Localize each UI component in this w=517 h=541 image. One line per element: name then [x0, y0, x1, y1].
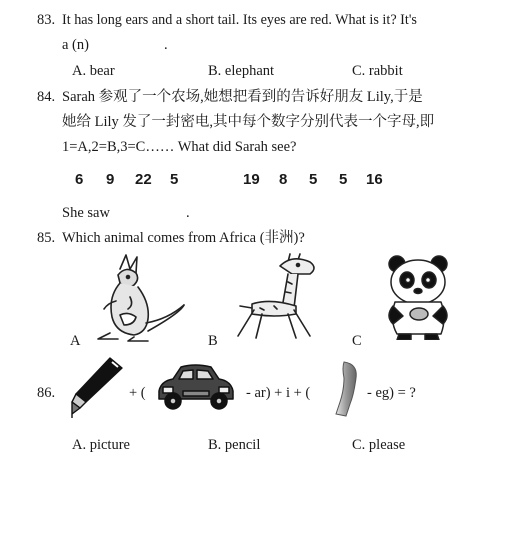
leg-illustration [330, 360, 362, 418]
q83-option-a: A. bear [72, 63, 115, 79]
q84-blank-period: . [186, 205, 190, 221]
q84-number: 84. [37, 89, 56, 105]
giraffe-illustration [230, 252, 325, 344]
q84-code-digit: 16 [366, 171, 383, 188]
q84-code-digit: 5 [170, 171, 179, 188]
car-illustration [153, 363, 238, 413]
q84-code-digit: 22 [135, 171, 152, 188]
panda-illustration [383, 254, 453, 340]
q86-option-c: C. please [352, 437, 406, 453]
q86-part2: - ar) + i + ( [246, 385, 311, 401]
q83-option-c: C. rabbit [352, 63, 403, 79]
q86-part1: + ( [129, 385, 146, 401]
q84-code-digit: 9 [106, 171, 115, 188]
q86-part3: - eg) = ? [367, 385, 416, 401]
q83-blank-period: . [164, 37, 168, 53]
q85-label-c: C [352, 333, 362, 349]
q86-number: 86. [37, 385, 56, 401]
q84-code-digit: 5 [339, 171, 348, 188]
q85-label-a: A [70, 333, 81, 349]
q85-label-b: B [208, 333, 218, 349]
q84-line3: 1=A,2=B,3=C…… What did Sarah see? [62, 139, 297, 155]
q85-text: Which animal comes from Africa (非洲)? [62, 230, 305, 246]
q84-code-digit: 8 [279, 171, 288, 188]
q83-number: 83. [37, 12, 56, 28]
q86-option-a: A. picture [72, 437, 130, 453]
pen-illustration [64, 356, 124, 418]
q84-code-digit: 5 [309, 171, 318, 188]
q83-line1: It has long ears and a short tail. Its eyes are red. What is it? It's [62, 12, 417, 28]
q84-line2: 她给 Lily 发了一封密电,其中每个数字分别代表一个字母,即 [62, 114, 435, 130]
q83-option-b: B. elephant [208, 63, 275, 79]
kangaroo-illustration [90, 253, 190, 343]
q84-code-digit: 6 [75, 171, 84, 188]
q83-line2: a (n) [62, 37, 89, 53]
q85-number: 85. [37, 230, 56, 246]
q84-line1: Sarah 参观了一个农场,她想把看到的告诉好朋友 Lily,于是 [62, 89, 423, 105]
q84-code-digit: 19 [243, 171, 260, 188]
q84-answer-prefix: She saw [62, 205, 110, 221]
q86-option-b: B. pencil [208, 437, 261, 453]
